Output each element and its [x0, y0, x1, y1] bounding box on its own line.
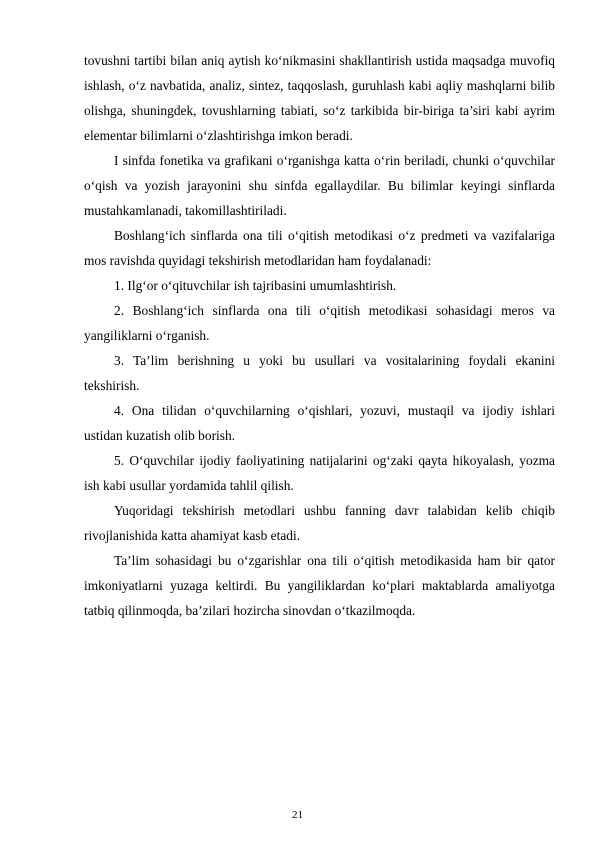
paragraph-changes: Ta’lim sohasidagi bu o‘zgarishlar ona tili o‘qitish metodikasida ham bir qator imkoniyatlarni yuzaga keltirdi. Bu yangiliklardan ko‘plari maktablarda amaliyotga tatbiq qilinmoqda, ba’zilari hozircha sinovdan o‘tkazilmoqda.	[84, 553, 555, 618]
page-number: 21	[292, 809, 303, 821]
list-item-1: 1. Ilg‘or o‘qituvchilar ish tajribasini umumlashtirish.	[114, 278, 397, 293]
list-item-2: 2. Boshlang‘ich sinflarda ona tili o‘qitish metodikasi sohasidagi meros va yangiliklarni o‘rganish.	[84, 303, 555, 343]
page-body	[84, 48, 555, 623]
list-item-4: 4. Ona tilidan o‘quvchilarning o‘qishlari, yozuvi, mustaqil va ijodiy ishlari ustidan kuzatish olib borish.	[84, 403, 555, 443]
paragraph-continuation: tovushni tartibi bilan aniq aytish ko‘nikmasini shakllantirish ustida maqsadga muvofiq ishlash, o‘z navbatida, analiz, sintez, taqqoslash, guruhlash kabi aqliy mashqlarni bilib olishga, shuningdek, tovushlarning tabiati, so‘z tarkibida bir-biriga ta’siri kabi ayrim elementar bilimlarni o‘zlashtirishga imkon beradi.	[84, 53, 555, 143]
paragraph-fonetika: I sinfda fonetika va grafikani o‘rganishga katta o‘rin beriladi, chunki o‘quvchilar o‘qish va yozish jarayonini shu sinfda egallaydilar. Bu bilimlar keyingi sinflarda mustahkamlanadi, takomillashtiriladi.	[84, 153, 555, 218]
list-item-5: 5. O‘quvchilar ijodiy faoliyatining natijalarini og‘zaki qayta hikoyalash, yozma ish kabi usullar yordamida tahlil qilish.	[84, 453, 555, 493]
paragraph-methods-intro: Boshlang‘ich sinflarda ona tili o‘qitish metodikasi o‘z predmeti va vazifalariga mos ravishda quyidagi tekshirish metodlaridan ham foydalanadi:	[84, 228, 555, 268]
paragraph-methods-summary: Yuqoridagi tekshirish metodlari ushbu fanning davr talabidan kelib chiqib rivojlanishida katta ahamiyat kasb etadi.	[84, 503, 555, 543]
list-item-3: 3. Ta’lim berishning u yoki bu usullari va vositalarining foydali ekanini tekshirish.	[84, 353, 555, 393]
